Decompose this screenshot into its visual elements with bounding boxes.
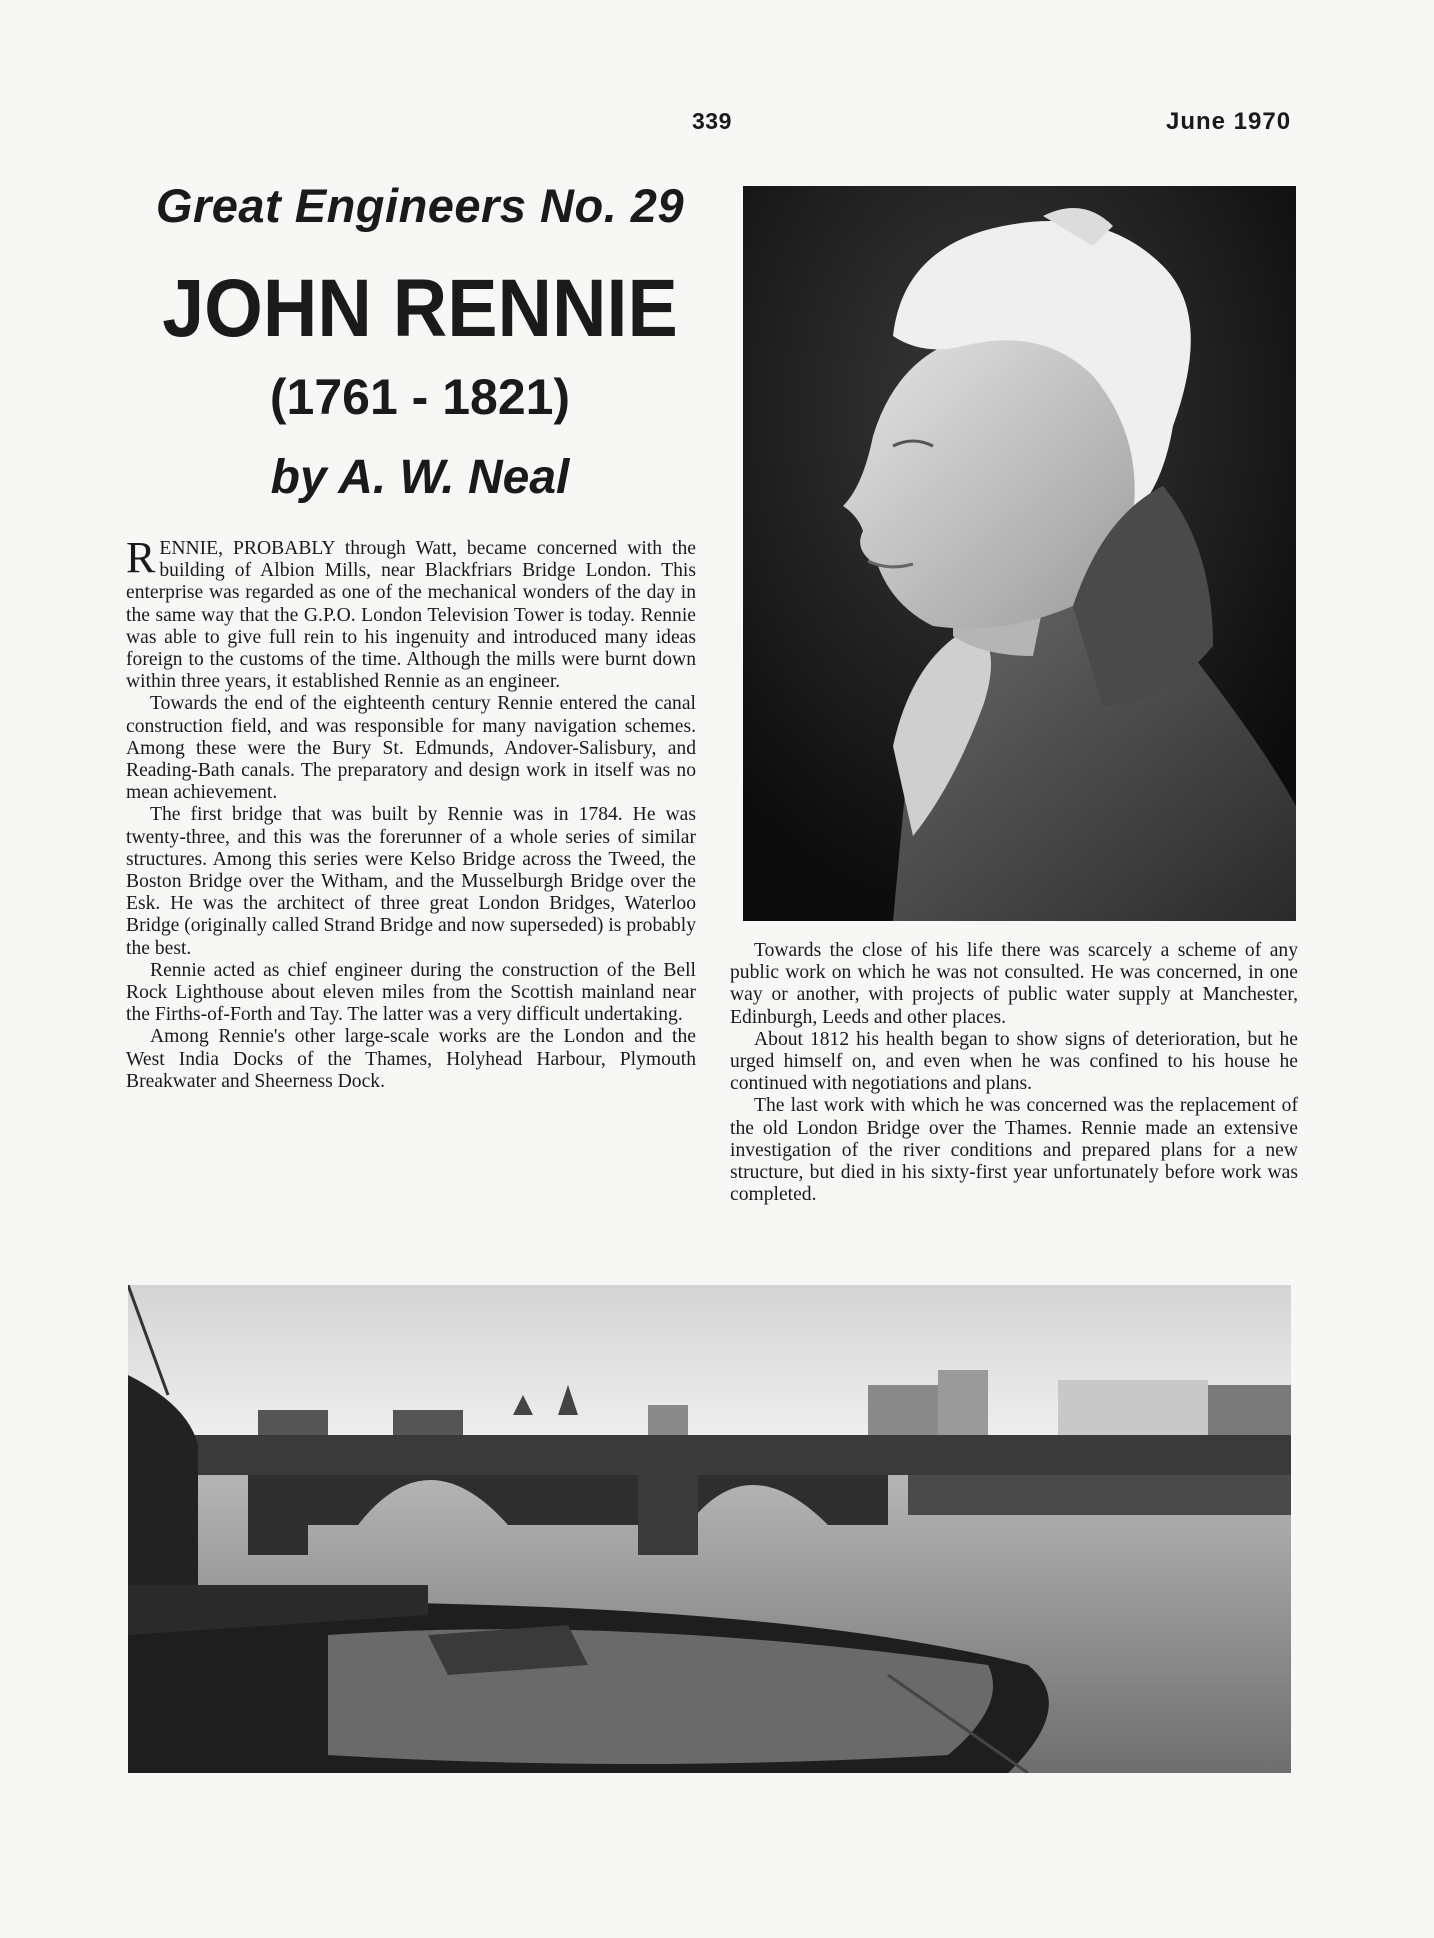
paragraph: The last work with which he was concerned was the replacement of the old London Bridge over the Thames. Rennie made an extensive investigation of the river conditions and prepared plans for a new structure, but died in his sixty-first year unfortunately before work was completed. bbox=[730, 1095, 1298, 1206]
paragraph: Rennie acted as chief engineer during the construction of the Bell Rock Lighthouse about eleven miles from the Scottish mainland near the Firths-of-Forth and Tay. The latter was a very difficult undertaking. bbox=[126, 959, 696, 1026]
article-title: JOHN RENNIE bbox=[162, 263, 678, 354]
paragraph: About 1812 his health began to show signs of deterioration, but he urged himself on, and even when he was confined to his house he continued with negotiations and plans. bbox=[730, 1028, 1298, 1095]
bridge-photo bbox=[128, 1285, 1291, 1773]
portrait-image bbox=[743, 186, 1296, 921]
issue-date: June 1970 bbox=[1166, 108, 1292, 135]
left-column bbox=[126, 533, 696, 1093]
portrait-icon bbox=[743, 186, 1296, 921]
drop-cap: R bbox=[126, 533, 156, 582]
paragraph bbox=[126, 533, 696, 693]
bridge-photograph-icon bbox=[128, 1285, 1291, 1773]
byline: by A. W. Neal bbox=[270, 451, 570, 504]
paragraph: Among Rennie's other large-scale works are the London and the West India Docks of the Thames, Holyhead Harbour, Plymouth Breakwater and Sheerness Dock. bbox=[126, 1026, 696, 1092]
paragraph-text: ENNIE, PROBABLY through Watt, became concerned with the building of Albion Mills, near Blackfriars Bridge London. This enterprise was regarded as one of the mechanical wonders of the day in the same way that the G.P.O. London Television Tower is today. Rennie was able to give full rein to his ingenuity and introduced many ideas foreign to the customs of the time. Although the mills were burnt down within three years, it established Rennie as an engineer. bbox=[126, 538, 696, 693]
lifespan-dates: (1761 - 1821) bbox=[269, 369, 571, 425]
paragraph: Towards the end of the eighteenth century Rennie entered the canal construction field, and was responsible for many navigation schemes. Among these were the Bury St. Edmunds, Andover-Salisbury, and Reading-Bath canals. The preparatory and design work in itself was no mean achievement. bbox=[126, 693, 696, 804]
right-column bbox=[730, 940, 1298, 1206]
page-number: 339 bbox=[692, 108, 732, 134]
paragraph: Towards the close of his life there was scarcely a scheme of any public work on which he was not consulted. He was concerned, in one way or another, with projects of public water supply at Manchester, Edinburgh, Leeds and other places. bbox=[730, 940, 1298, 1028]
paragraph: The first bridge that was built by Rennie was in 1784. He was twenty-three, and this was the forerunner of a whole series of similar structures. Among this series were Kelso Bridge across the Tweed, the Boston Bridge over the Witham, and the Musselburgh Bridge over the Esk. He was the architect of three great London Bridges, Waterloo Bridge (originally called Strand Bridge and now superseded) is probably the best. bbox=[126, 804, 696, 959]
series-title: Great Engineers No. 29 bbox=[155, 179, 685, 232]
